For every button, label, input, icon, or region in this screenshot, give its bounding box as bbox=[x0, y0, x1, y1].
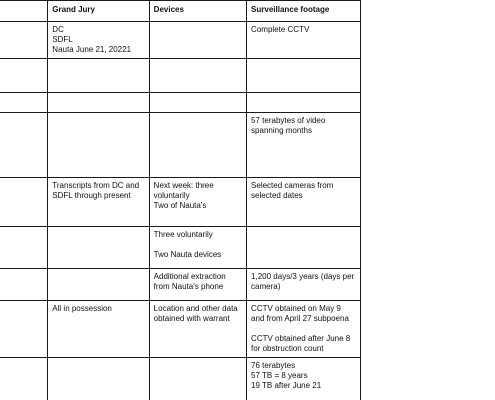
table-row bbox=[0, 59, 361, 93]
cell-surveillance-footage bbox=[247, 93, 361, 113]
cell-receipts bbox=[0, 269, 48, 301]
cell-surveillance-footage bbox=[247, 178, 361, 227]
cell-devices bbox=[149, 227, 246, 269]
cell-line: Two of Nauta's bbox=[153, 201, 207, 210]
cell-line bbox=[0, 35, 43, 45]
cell-paragraph: Transcripts from DC and SDFL through present bbox=[52, 181, 140, 200]
cell-receipts bbox=[0, 178, 48, 227]
cell-grand-jury bbox=[48, 358, 149, 400]
cell-grand-jury bbox=[48, 227, 149, 269]
cell-receipts bbox=[0, 227, 48, 269]
cell-devices bbox=[149, 358, 246, 400]
cell-paragraph: Selected cameras from selected dates bbox=[251, 181, 334, 200]
cell-paragraph: 57 terabytes of video spanning months bbox=[251, 116, 326, 135]
cell-devices bbox=[149, 113, 246, 178]
cell-surveillance-footage bbox=[247, 22, 361, 59]
cell-surveillance-footage bbox=[247, 227, 361, 269]
cell-devices bbox=[149, 269, 246, 301]
cell-surveillance-footage bbox=[247, 301, 361, 358]
cell-grand-jury bbox=[48, 93, 149, 113]
header-grand-jury: Grand Jury bbox=[48, 1, 149, 22]
cell-line: SDFL bbox=[52, 35, 73, 44]
table-row bbox=[0, 178, 361, 227]
cell-paragraph: Location and other data obtained with warrant bbox=[153, 304, 238, 323]
table-row bbox=[0, 301, 361, 358]
cell-paragraph: Two Nauta devices bbox=[153, 250, 222, 259]
table-row bbox=[0, 269, 361, 301]
cell-paragraph bbox=[0, 181, 43, 191]
cell-paragraph: 1,200 days/3 years (days per camera) bbox=[251, 272, 355, 291]
cell-receipts bbox=[0, 358, 48, 400]
cell-paragraph: CCTV obtained on May 9 and from April 27 subpoena bbox=[251, 304, 349, 323]
cell-line bbox=[0, 25, 43, 35]
cell-grand-jury bbox=[48, 59, 149, 93]
cell-paragraph: CCTV obtained after June 8 for obstruction count bbox=[251, 334, 351, 353]
header-row bbox=[0, 1, 361, 22]
cell-devices bbox=[149, 59, 246, 93]
cell-paragraph: Three voluntarily bbox=[153, 230, 213, 239]
cell-paragraph bbox=[0, 230, 43, 240]
cell-receipts bbox=[0, 59, 48, 93]
cell-surveillance-footage bbox=[247, 269, 361, 301]
cell-line: Next week: three voluntarily bbox=[153, 181, 214, 200]
cell-grand-jury bbox=[48, 113, 149, 178]
cell-receipts bbox=[0, 22, 48, 59]
cell-paragraph: Complete CCTV bbox=[251, 25, 310, 34]
cell-grand-jury bbox=[48, 301, 149, 358]
cell-devices bbox=[149, 178, 246, 227]
table-row bbox=[0, 227, 361, 269]
cell-grand-jury bbox=[48, 178, 149, 227]
cell-line: Nauta June 21, 20221 bbox=[52, 45, 132, 54]
table-row bbox=[0, 93, 361, 113]
table-row bbox=[0, 113, 361, 178]
cell-paragraph: 76 terabytes 57 TB = 8 years 19 TB after June 21 bbox=[251, 361, 322, 390]
cell-devices bbox=[149, 301, 246, 358]
header-devices: Devices bbox=[149, 1, 246, 22]
table-row bbox=[0, 358, 361, 400]
cell-receipts bbox=[0, 301, 48, 358]
cell-paragraph: Additional extraction from Nauta's phone bbox=[153, 272, 226, 291]
cell-paragraph bbox=[0, 304, 43, 314]
cell-devices bbox=[149, 22, 246, 59]
cell-paragraph: All in possession bbox=[52, 304, 112, 313]
cell-devices bbox=[149, 93, 246, 113]
cell-receipts bbox=[0, 113, 48, 178]
cell-line: DC bbox=[52, 25, 64, 34]
cell-grand-jury bbox=[48, 269, 149, 301]
cell-receipts bbox=[0, 93, 48, 113]
cell-surveillance-footage bbox=[247, 113, 361, 178]
header-surveillance-footage: Surveillance footage bbox=[247, 1, 361, 22]
cell-grand-jury bbox=[48, 22, 149, 59]
cell-surveillance-footage bbox=[247, 59, 361, 93]
header-receipts bbox=[0, 1, 48, 22]
cell-surveillance-footage bbox=[247, 358, 361, 400]
table-row bbox=[0, 22, 361, 59]
